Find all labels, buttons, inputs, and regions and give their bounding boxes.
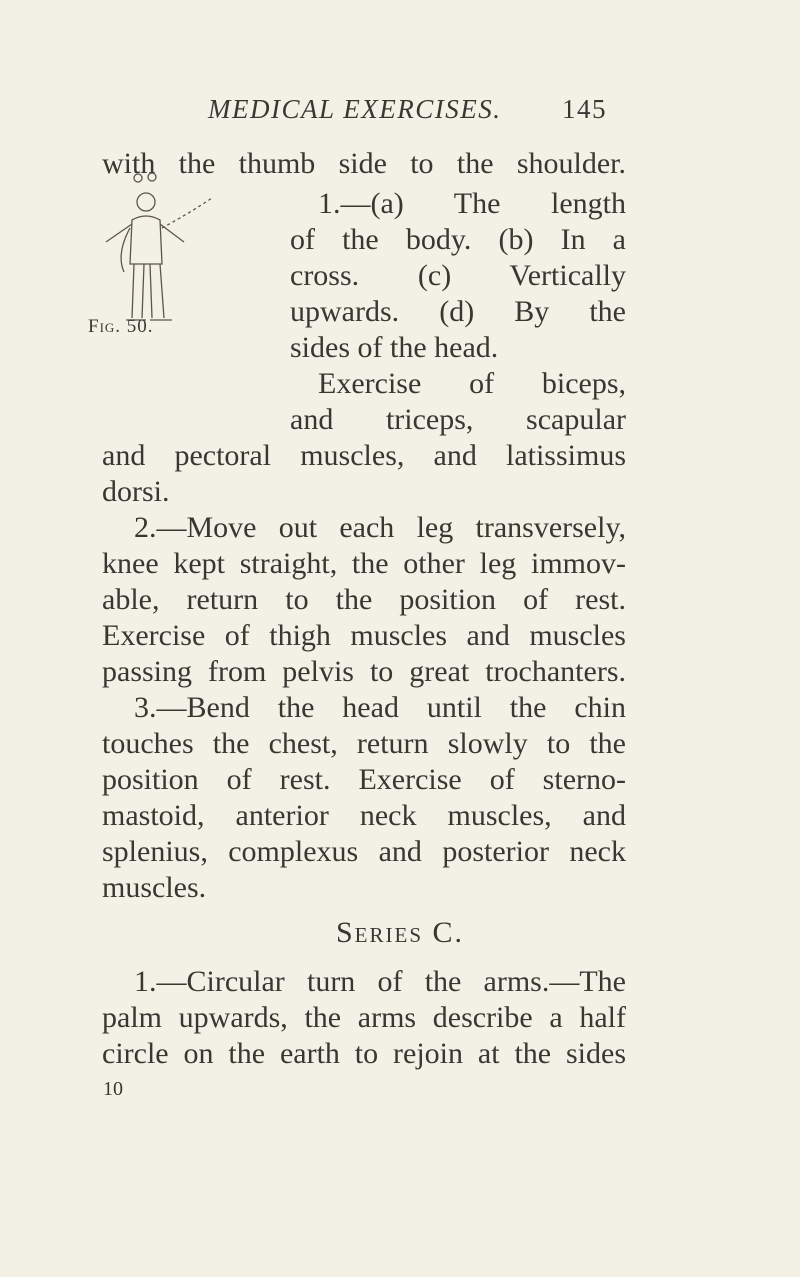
text-line: position of rest. Exercise of sterno- bbox=[102, 763, 626, 796]
page-number: 145 bbox=[562, 94, 607, 124]
text-line: passing from pelvis to great trochanters. bbox=[102, 655, 626, 688]
text-line: with the thumb side to the shoulder. bbox=[102, 147, 626, 180]
header-title: MEDICAL EXERCISES. bbox=[208, 94, 502, 124]
text-line: muscles. bbox=[102, 871, 207, 904]
text-line: and triceps, scapular bbox=[290, 403, 626, 436]
text-line: able, return to the position of rest. bbox=[102, 583, 626, 616]
text-line: 1.—(a) The length bbox=[318, 187, 626, 220]
text-line: 3.—Bend the head until the chin bbox=[134, 691, 626, 724]
text-line: knee kept straight, the other leg immov- bbox=[102, 547, 626, 580]
text-line: circle on the earth to rejoin at the sides bbox=[102, 1037, 626, 1070]
exercise-figure-illustration bbox=[102, 168, 262, 328]
text-line: cross. (c) Vertically bbox=[290, 259, 626, 292]
text-line: touches the chest, return slowly to the bbox=[102, 727, 626, 760]
signature-mark: 10 bbox=[103, 1078, 123, 1100]
text-line: 2.—Move out each leg transversely, bbox=[134, 511, 626, 544]
text-line: palm upwards, the arms describe a half bbox=[102, 1001, 626, 1034]
text-line: mastoid, anterior neck muscles, and bbox=[102, 799, 626, 832]
figure-caption: Fig. 50. bbox=[88, 316, 154, 337]
text-line: Exercise of thigh muscles and muscles bbox=[102, 619, 626, 652]
section-heading: Series C. bbox=[335, 916, 465, 949]
text-line: upwards. (d) By the bbox=[290, 295, 626, 328]
text-line: and pectoral muscles, and latissimus bbox=[102, 439, 626, 472]
text-line: 1.—Circular turn of the arms.—The bbox=[134, 965, 626, 998]
text-line: Exercise of biceps, bbox=[318, 367, 626, 400]
text-line: splenius, complexus and posterior neck bbox=[102, 835, 626, 868]
text-line: dorsi. bbox=[102, 475, 170, 508]
text-line: of the body. (b) In a bbox=[290, 223, 626, 256]
text-line: sides of the head. bbox=[290, 331, 499, 364]
